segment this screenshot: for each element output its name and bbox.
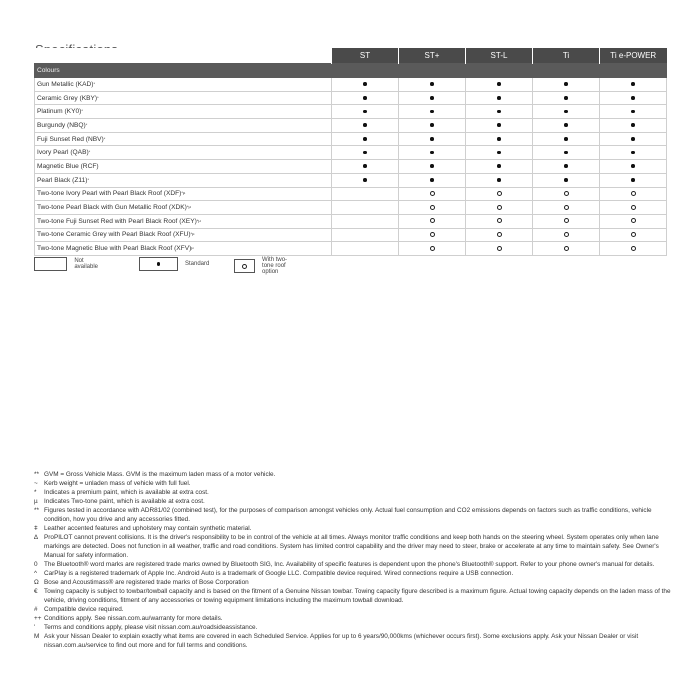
filled-dot-icon — [564, 110, 568, 114]
footnote — [34, 524, 674, 533]
footnote-mark: * — [88, 149, 91, 155]
footnote-mark: *µ — [186, 204, 191, 210]
availability-cell — [600, 242, 667, 256]
footnote-symbol: ** — [34, 471, 39, 478]
legend-two-tone — [234, 257, 296, 275]
hollow-circle-icon — [242, 264, 247, 269]
section-label: Colours — [35, 64, 667, 78]
filled-dot-icon — [430, 178, 434, 182]
footnote-mark: *µ — [190, 231, 195, 237]
footnote-symbol: ∆ — [34, 534, 38, 541]
availability-cell — [332, 132, 399, 146]
filled-dot-icon — [430, 164, 434, 168]
availability-cell — [399, 214, 466, 228]
column-header: Ti e-POWER — [600, 48, 667, 64]
hollow-circle-icon — [631, 246, 636, 251]
availability-cell — [332, 160, 399, 174]
legend-empty-box — [34, 257, 67, 271]
filled-dot-icon — [363, 164, 367, 168]
filled-dot-icon — [564, 151, 568, 155]
availability-cell — [600, 160, 667, 174]
footnote-text: GVM = Gross Vehicle Mass. GVM is the maximum laden mass of a motor vehicle. — [44, 471, 276, 478]
filled-dot-icon — [497, 110, 501, 114]
legend-label: With two-tone roof option — [262, 257, 288, 275]
footnote-mark: * — [93, 80, 95, 86]
availability-cell — [466, 201, 533, 215]
footnote-text: Terms and conditions apply, please visit nissan.com.au/roadsideassistance. — [44, 624, 258, 631]
footnote — [34, 488, 674, 497]
colour-name: Ivory Pearl (QAB) — [37, 149, 89, 157]
table-row — [35, 201, 667, 215]
availability-cell — [533, 91, 600, 105]
availability-cell — [600, 132, 667, 146]
availability-cell — [533, 119, 600, 133]
row-label — [35, 160, 332, 174]
hollow-circle-icon — [497, 205, 502, 210]
footnote — [34, 605, 674, 614]
availability-cell — [466, 146, 533, 160]
footnote — [34, 506, 674, 524]
hollow-circle-icon — [631, 218, 636, 223]
footnote-text: Indicates Two-tone paint, which is available at extra cost. — [44, 498, 205, 505]
filled-dot-icon — [564, 178, 568, 182]
availability-cell — [399, 91, 466, 105]
legend-dot-box — [139, 257, 178, 271]
availability-cell — [600, 105, 667, 119]
footnote — [34, 479, 674, 488]
footnote-mark: * — [97, 94, 99, 100]
availability-cell — [533, 146, 600, 160]
footnote-symbol: ^ — [34, 570, 37, 577]
hollow-circle-icon — [430, 191, 435, 196]
footnote-mark: * — [85, 121, 88, 127]
footnote — [34, 560, 674, 569]
footnote-text: Kerb weight = unladen mass of vehicle with full fuel. — [44, 480, 191, 487]
footnote-text: Figures tested in accordance with ADR81/02 (combined test), for the purposes of comparison amongst vehicles only. Actual fuel consumption and CO2 emissions depends on factors such as traffic conditions, vehicle condition, how you drive and any accessories fitted. — [44, 507, 652, 523]
filled-dot-icon — [363, 137, 367, 141]
availability-cell — [399, 228, 466, 242]
hollow-circle-icon — [430, 232, 435, 237]
availability-cell — [600, 201, 667, 215]
footnote-mark: * — [81, 108, 83, 114]
availability-cell — [332, 91, 399, 105]
row-label — [35, 91, 332, 105]
table-row — [35, 160, 667, 174]
filled-dot-icon — [564, 123, 568, 127]
footnote-text: Compatible device required. — [44, 606, 124, 613]
availability-cell — [533, 242, 600, 256]
hollow-circle-icon — [564, 191, 569, 196]
footnote — [34, 614, 674, 623]
availability-cell — [332, 105, 399, 119]
availability-cell — [533, 214, 600, 228]
filled-dot-icon — [430, 151, 434, 155]
availability-cell — [533, 201, 600, 215]
footnote-text: Towing capacity is subject to towbar/towball capacity and is based on the fitment of a Genuine Nissan towbar. Towing capacity figure described is a maximum figure. Actual towing capacity depends on the laden mass of the vehicle, driving conditions, fitment of any accessories or towing equipment limitations including the maximum towball download. — [44, 588, 671, 604]
table-row — [35, 187, 667, 201]
footnote — [34, 569, 674, 578]
colour-name: Magnetic Blue (RCF) — [37, 162, 99, 170]
filled-dot-icon — [497, 96, 501, 100]
filled-dot-icon — [631, 96, 635, 100]
header-blank-cell — [35, 48, 332, 64]
filled-dot-icon — [363, 123, 367, 127]
availability-cell — [600, 78, 667, 92]
footnote-mark: * — [103, 135, 106, 141]
availability-cell — [600, 146, 667, 160]
column-header: ST+ — [399, 48, 466, 64]
footnote-symbol: Ω — [34, 579, 39, 586]
footnote-symbol: # — [34, 606, 38, 613]
hollow-circle-icon — [631, 205, 636, 210]
footnote-symbol: ** — [34, 507, 39, 514]
filled-dot-icon — [497, 123, 501, 127]
footnote-text: Leather accented features and upholstery may contain synthetic material. — [44, 525, 252, 532]
footnote-text: The Bluetooth® word marks are registered trade marks owned by Bluetooth SIG, Inc. Availability of specific features is dependent upon the phone's Bluetooth® support. Refer to your phone owner's manual for details. — [44, 561, 655, 568]
availability-cell — [600, 173, 667, 187]
availability-cell — [466, 105, 533, 119]
hollow-circle-icon — [564, 232, 569, 237]
table-header-row — [35, 48, 667, 64]
colour-name: Pearl Black (Z11) — [37, 176, 88, 184]
table-row — [35, 119, 667, 133]
availability-cell — [399, 132, 466, 146]
availability-cell — [466, 173, 533, 187]
footnotes — [34, 470, 674, 650]
filled-dot-icon — [564, 96, 568, 100]
availability-cell — [533, 105, 600, 119]
footnote-symbol: µ — [34, 498, 38, 505]
availability-cell — [399, 78, 466, 92]
availability-cell — [533, 132, 600, 146]
availability-cell — [466, 91, 533, 105]
table-row — [35, 214, 667, 228]
availability-cell — [466, 187, 533, 201]
footnote-symbol: M — [34, 633, 40, 640]
filled-dot-icon — [631, 178, 635, 182]
row-label — [35, 214, 332, 228]
table-row — [35, 105, 667, 119]
colour-name: Platinum (KY0) — [37, 108, 82, 116]
filled-dot-icon — [631, 164, 635, 168]
availability-cell — [399, 173, 466, 187]
availability-cell — [533, 228, 600, 242]
filled-dot-icon — [363, 151, 367, 155]
availability-cell — [332, 242, 399, 256]
legend-label: Not available — [74, 258, 98, 270]
availability-cell — [533, 173, 600, 187]
colours-table — [34, 48, 667, 256]
availability-cell — [332, 228, 399, 242]
legend-label: Standard — [185, 261, 210, 267]
hollow-circle-icon — [497, 218, 502, 223]
row-label — [35, 201, 332, 215]
footnote-symbol: ~ — [34, 480, 38, 487]
hollow-circle-icon — [564, 205, 569, 210]
row-label — [35, 173, 332, 187]
footnote-symbol: ++ — [34, 615, 42, 622]
table-row — [35, 132, 667, 146]
table-row — [35, 228, 667, 242]
hollow-circle-icon — [564, 246, 569, 251]
colour-name: Ceramic Grey (KBY) — [37, 94, 98, 102]
filled-dot-icon — [430, 96, 434, 100]
availability-cell — [533, 187, 600, 201]
row-label — [35, 146, 332, 160]
colour-name: Two-tone Pearl Black with Gun Metallic Roof (XDK) — [37, 204, 187, 212]
availability-cell — [399, 105, 466, 119]
filled-dot-icon — [564, 164, 568, 168]
filled-dot-icon — [497, 164, 501, 168]
section-header-row — [35, 64, 667, 78]
availability-cell — [332, 214, 399, 228]
colour-name: Fuji Sunset Red (NBV) — [37, 135, 104, 143]
legend-ring-box — [234, 259, 255, 273]
table-row — [35, 242, 667, 256]
availability-cell — [466, 78, 533, 92]
filled-dot-icon — [631, 151, 635, 155]
footnote-text: Ask your Nissan Dealer to explain exactly what items are covered in each Scheduled Service. Applies for up to 6 years/90,000kms (whichever occurs first). Some exclusions apply. Ask your Nissan Dealer or visit nissan.com.au/service to find out more and for full terms and conditions. — [44, 633, 639, 649]
availability-cell — [600, 228, 667, 242]
footnote — [34, 623, 674, 632]
filled-dot-icon — [564, 137, 568, 141]
availability-cell — [533, 160, 600, 174]
filled-dot-icon — [564, 82, 568, 86]
footnote — [34, 470, 674, 479]
filled-dot-icon — [497, 82, 501, 86]
table-row — [35, 91, 667, 105]
hollow-circle-icon — [497, 191, 502, 196]
hollow-circle-icon — [430, 218, 435, 223]
hollow-circle-icon — [631, 232, 636, 237]
row-label — [35, 187, 332, 201]
footnote-text: Indicates a premium paint, which is available at extra cost. — [44, 489, 209, 496]
availability-cell — [399, 160, 466, 174]
hollow-circle-icon — [497, 246, 502, 251]
footnote — [34, 533, 674, 560]
table-row — [35, 78, 667, 92]
row-label — [35, 119, 332, 133]
footnote-text: ProPILOT cannot prevent collisions. It is the driver's responsibility to be in control of the vehicle at all times. Always monitor traffic conditions and keep both hands on the steering wheel. System operates only when lane markings are detected. Does not function in all weather, traffic and road conditions. System has limited control capability and the driver may need to steer, brake or accelerate at any time to maintain safety. See Owner's Manual for safety information. — [44, 534, 659, 559]
availability-cell — [600, 214, 667, 228]
colour-name: Two-tone Magnetic Blue with Pearl Black Roof (XFV) — [37, 245, 192, 253]
availability-cell — [332, 146, 399, 160]
availability-cell — [332, 201, 399, 215]
row-label — [35, 105, 332, 119]
filled-dot-icon — [363, 96, 367, 100]
filled-dot-icon — [363, 82, 367, 86]
availability-cell — [399, 146, 466, 160]
footnote-text: CarPlay is a registered trademark of Apple Inc. Android Auto is a trademark of Google LLC. Compatible device required. Wired connections require a USB connection. — [44, 570, 514, 577]
filled-dot-icon — [631, 82, 635, 86]
filled-dot-icon — [631, 110, 635, 114]
filled-dot-icon — [157, 262, 161, 266]
availability-cell — [399, 242, 466, 256]
footnote-symbol: ǂ — [34, 525, 38, 532]
filled-dot-icon — [497, 137, 501, 141]
availability-cell — [600, 91, 667, 105]
column-header: ST-L — [466, 48, 533, 64]
hollow-circle-icon — [631, 191, 636, 196]
row-label — [35, 228, 332, 242]
hollow-circle-icon — [430, 246, 435, 251]
footnote-text: Bose and Acoustimass® are registered trade marks of Bose Corporation — [44, 579, 249, 586]
filled-dot-icon — [363, 110, 367, 114]
hollow-circle-icon — [564, 218, 569, 223]
availability-cell — [466, 132, 533, 146]
availability-cell — [332, 78, 399, 92]
footnote — [34, 587, 674, 605]
colour-name: Two-tone Fuji Sunset Red with Pearl Black Roof (XEY) — [37, 217, 197, 225]
row-label — [35, 132, 332, 146]
colour-name: Burgundy (NBQ) — [37, 121, 86, 129]
availability-cell — [332, 173, 399, 187]
table-row — [35, 146, 667, 160]
footnote — [34, 632, 674, 650]
row-label — [35, 242, 332, 256]
filled-dot-icon — [430, 123, 434, 127]
availability-cell — [533, 78, 600, 92]
availability-cell — [466, 160, 533, 174]
hollow-circle-icon — [430, 205, 435, 210]
footnote-symbol: 0 — [34, 561, 38, 568]
filled-dot-icon — [631, 123, 635, 127]
availability-cell — [466, 228, 533, 242]
filled-dot-icon — [497, 151, 501, 155]
colour-name: Gun Metallic (KAD) — [37, 80, 94, 88]
hollow-circle-icon — [497, 232, 502, 237]
filled-dot-icon — [363, 178, 367, 182]
colour-name: Two-tone Ivory Pearl with Pearl Black Roof (XDF) — [37, 190, 182, 198]
footnote-symbol: ' — [34, 624, 36, 631]
filled-dot-icon — [631, 137, 635, 141]
footnote-symbol: * — [34, 489, 37, 496]
footnote-mark: µ — [191, 245, 194, 251]
footnote-mark: * — [87, 176, 90, 182]
footnote-symbol: € — [34, 588, 38, 595]
footnote-text: Conditions apply. See nissan.com.au/warranty for more details. — [44, 615, 223, 622]
filled-dot-icon — [430, 110, 434, 114]
table-row — [35, 173, 667, 187]
availability-cell — [466, 214, 533, 228]
availability-cell — [399, 187, 466, 201]
availability-cell — [466, 119, 533, 133]
row-label — [35, 78, 332, 92]
availability-cell — [600, 119, 667, 133]
column-header: ST — [332, 48, 399, 64]
filled-dot-icon — [497, 178, 501, 182]
footnote — [34, 497, 674, 506]
column-header: Ti — [533, 48, 600, 64]
legend-standard — [139, 257, 209, 271]
availability-cell — [332, 119, 399, 133]
legend-not-available — [34, 257, 104, 271]
availability-cell — [399, 201, 466, 215]
footnote-mark: *µ — [196, 217, 201, 223]
colour-name: Two-tone Ceramic Grey with Pearl Black Roof (XFU) — [37, 231, 191, 239]
availability-cell — [399, 119, 466, 133]
footnote — [34, 578, 674, 587]
availability-cell — [332, 187, 399, 201]
footnote-mark: *µ — [181, 190, 186, 196]
filled-dot-icon — [430, 82, 434, 86]
availability-cell — [600, 187, 667, 201]
availability-cell — [466, 242, 533, 256]
filled-dot-icon — [430, 137, 434, 141]
